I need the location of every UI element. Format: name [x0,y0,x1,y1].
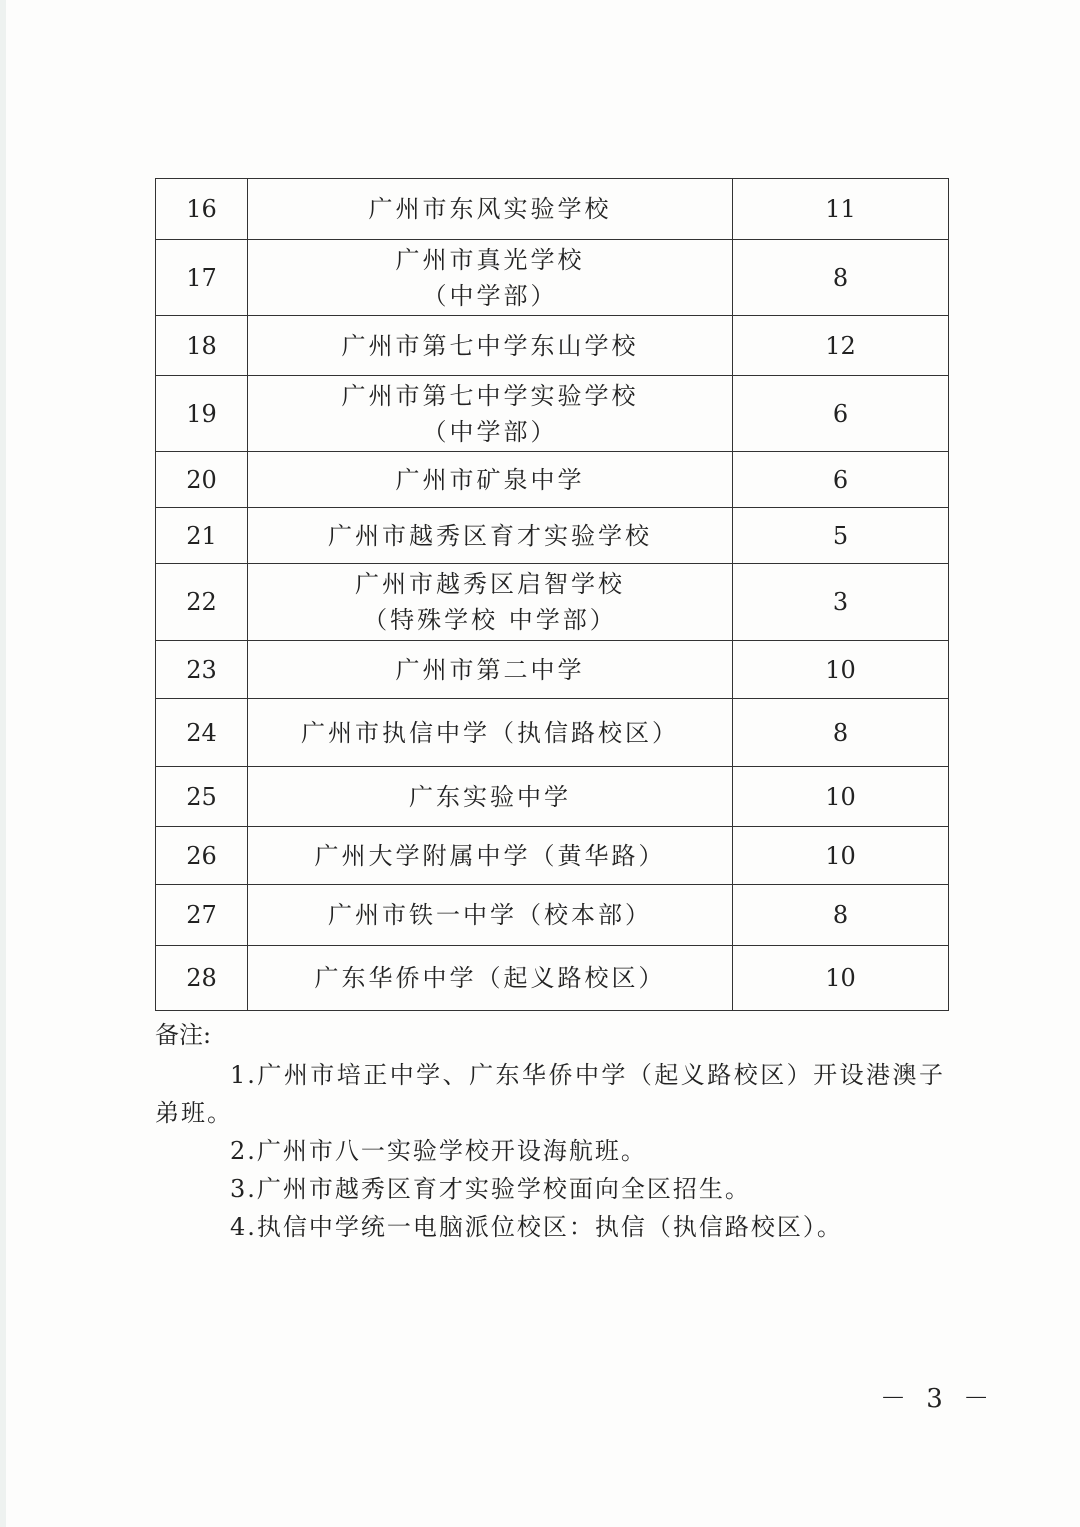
school-name-cell [248,240,733,316]
row-number: 17 [156,240,248,316]
row-count: 6 [733,452,949,508]
row-count: 10 [733,946,949,1011]
note-item: 1.广州市培正中学、广东华侨中学（起义路校区）开设港澳子弟班。 [155,1061,945,1127]
school-name-cell [248,641,733,699]
table-row [156,316,949,376]
row-count: 12 [733,316,949,376]
school-name-cell [248,767,733,827]
row-number: 24 [156,699,248,767]
school-name-cell [248,508,733,564]
note-item: 3.广州市越秀区育才实验学校面向全区招生。 [230,1175,751,1203]
table-row [156,508,949,564]
school-name: 广州市第七中学实验学校 [341,381,639,410]
table-row [156,240,949,316]
row-count: 8 [733,885,949,946]
school-name: 广州市越秀区启智学校 [355,570,625,598]
row-number: 25 [156,767,248,827]
school-name: 广州市执信中学（执信路校区） [301,718,679,747]
school-name: 广州市铁一中学（校本部） [328,901,652,929]
school-name: 广州市东风实验学校 [368,195,612,223]
school-name: 广州市真光学校 [395,245,585,274]
row-count: 10 [733,827,949,885]
notes-heading: 备注: [155,1021,212,1049]
row-count: 3 [733,564,949,641]
row-number: 19 [156,376,248,452]
row-number: 26 [156,827,248,885]
table-row [156,885,949,946]
school-name-cell [248,946,733,1011]
school-name: 广东实验中学 [409,782,571,811]
row-count: 8 [733,240,949,316]
school-name-cell [248,179,733,240]
row-number: 27 [156,885,248,946]
table-row [156,946,949,1011]
school-name-cell [248,885,733,946]
school-name: 广州市第二中学 [395,655,585,684]
note-item: 2.广州市八一实验学校开设海航班。 [230,1137,647,1165]
row-number: 18 [156,316,248,376]
table-row [156,767,949,827]
row-number: 20 [156,452,248,508]
row-number: 23 [156,641,248,699]
note-item: 4.执信中学统一电脑派位校区：执信（执信路校区）。 [230,1213,843,1241]
page-number: － 3 － [880,1384,996,1414]
school-name: 广州市第七中学东山学校 [341,331,639,360]
row-number: 28 [156,946,248,1011]
row-number: 22 [156,564,248,641]
row-count: 8 [733,699,949,767]
school-name: 广州市越秀区育才实验学校 [328,521,652,550]
table-row [156,641,949,699]
table-row [156,452,949,508]
school-name-cell [248,827,733,885]
school-name: 广东华侨中学（起义路校区） [314,964,666,992]
school-name-cell [248,316,733,376]
school-subtitle: （中学部） [422,281,558,310]
row-count: 6 [733,376,949,452]
row-number: 21 [156,508,248,564]
table-row [156,564,949,641]
table-row [156,179,949,240]
school-name-cell [248,699,733,767]
school-table [155,178,949,1011]
notes-section [155,1016,945,1246]
row-count: 10 [733,641,949,699]
row-number: 16 [156,179,248,240]
row-count: 11 [733,179,949,240]
row-count: 10 [733,767,949,827]
page-edge [0,0,6,1527]
school-subtitle: （特殊学校 中学部） [363,606,617,634]
table-row [156,699,949,767]
school-name-cell [248,564,733,641]
school-name-cell [248,376,733,452]
school-name: 广州市矿泉中学 [395,465,585,494]
school-table-body [156,179,949,1011]
school-name: 广州大学附属中学（黄华路） [314,841,666,870]
school-name-cell [248,452,733,508]
school-subtitle: （中学部） [422,417,558,446]
table-row [156,376,949,452]
row-count: 5 [733,508,949,564]
table-row [156,827,949,885]
